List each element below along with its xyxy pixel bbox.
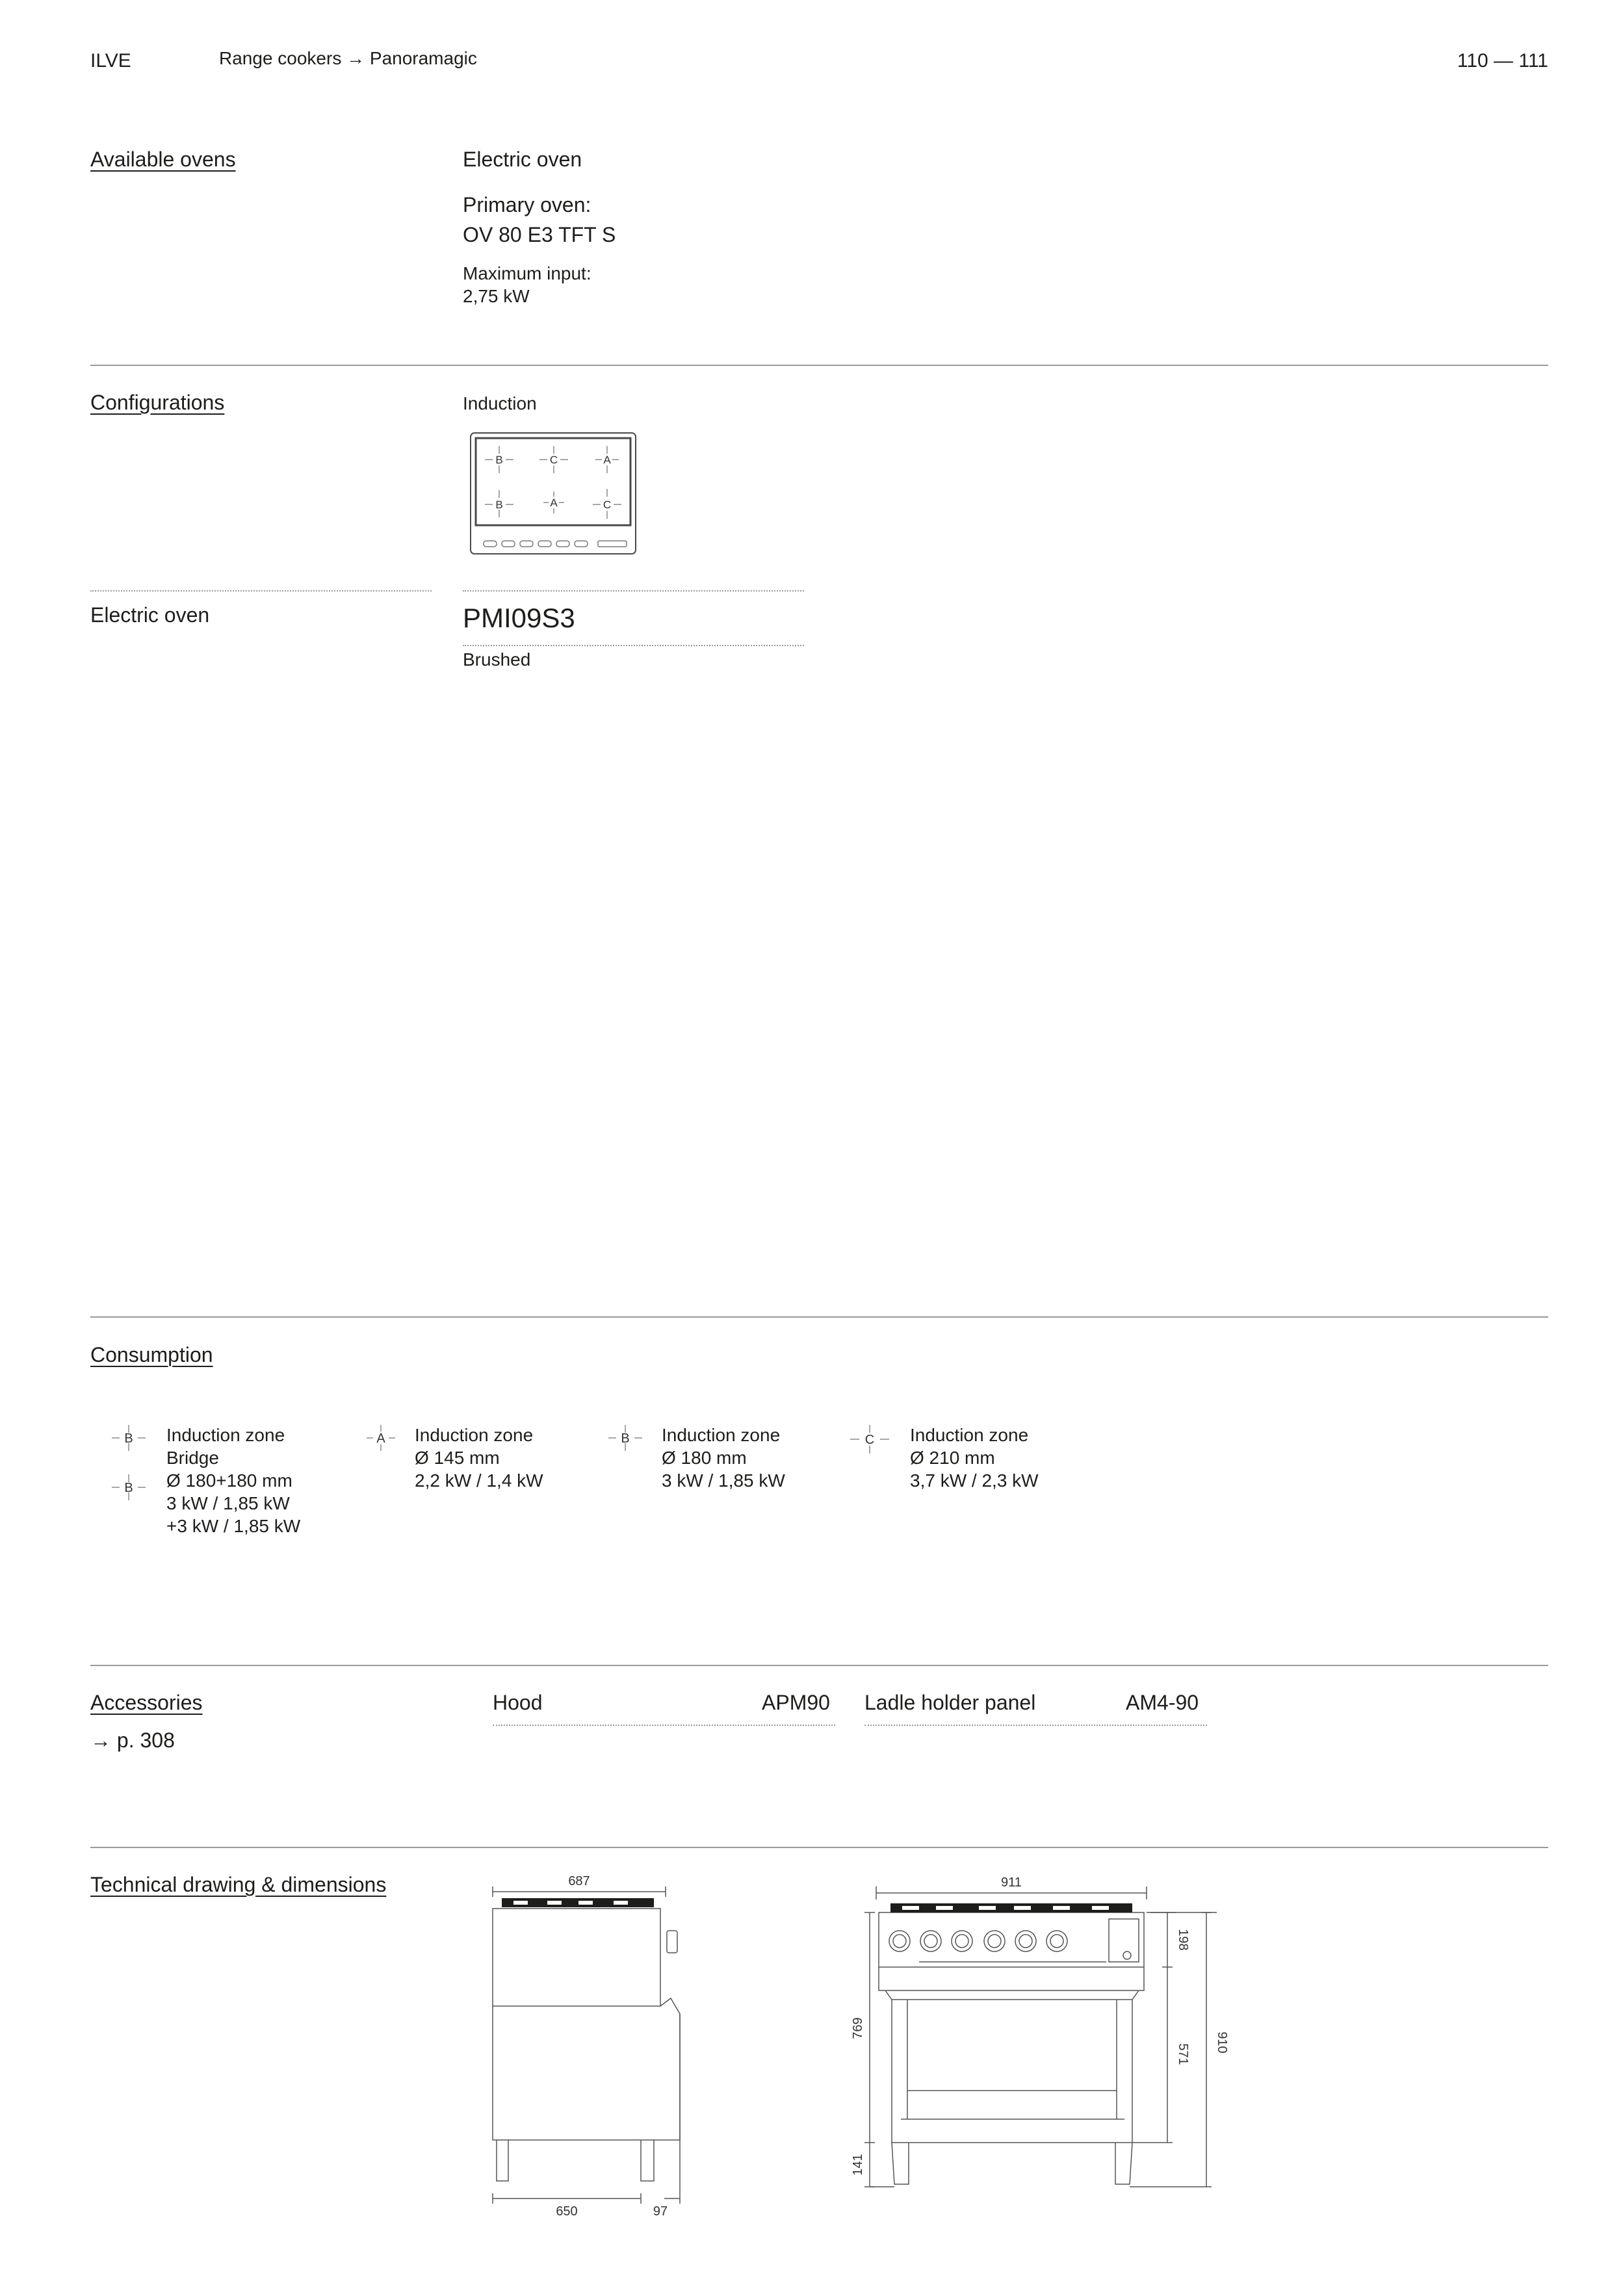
accessory-name[interactable]: Ladle holder panel [864, 1691, 1036, 1714]
zone-description: Induction zone Ø 180 mm 3 kW / 1,85 kW [662, 1425, 785, 1491]
dimension-label: 911 [1001, 1875, 1022, 1890]
zone-bridge-icon [109, 1424, 148, 1504]
primary-oven-label: Primary oven: [463, 193, 591, 216]
section-title-available-ovens[interactable]: Available ovens [90, 148, 236, 171]
divider [90, 1316, 1548, 1318]
section-title-technical-drawing[interactable]: Technical drawing & dimensions [90, 1873, 387, 1896]
accessory-code: AM4-90 [1126, 1691, 1199, 1714]
divider [463, 645, 804, 646]
divider [493, 1725, 835, 1726]
zone-description: Induction zone Ø 145 mm 2,2 kW / 1,4 kW [415, 1425, 543, 1491]
zone-description: Induction zone Bridge Ø 180+180 mm 3 kW / 1,85 kW +3 kW / 1,85 kW [166, 1425, 301, 1536]
dimension-label: 97 [653, 2204, 668, 2217]
model-code[interactable]: PMI09S3 [463, 603, 575, 633]
section-title-accessories[interactable]: Accessories [90, 1691, 203, 1714]
row-label-electric-oven: Electric oven [90, 603, 210, 627]
page-numbers: 110 — 111 [1457, 50, 1548, 72]
zone-icon-letter: B [124, 1481, 133, 1495]
finish-label: Brushed [463, 649, 531, 670]
brand-name: ILVE [90, 50, 131, 72]
dimension-label: 141 [851, 2154, 865, 2176]
dimension-label: 198 [1176, 1929, 1190, 1951]
zone-a-icon [361, 1424, 400, 1455]
divider [864, 1725, 1207, 1726]
front-view-drawing [838, 1872, 1235, 2197]
accessories-page-link[interactable]: → p. 308 [90, 1729, 175, 1752]
dimension-label: 650 [556, 2204, 578, 2217]
max-input-value: 2,75 kW [463, 286, 530, 306]
dimension-label: 910 [1215, 2031, 1229, 2054]
accessory-code: APM90 [762, 1691, 830, 1714]
section-title-configurations[interactable]: Configurations [90, 391, 225, 414]
dimension-label: 571 [1176, 2043, 1190, 2065]
hob-zone-label: C [603, 499, 612, 511]
divider [90, 365, 1548, 366]
dimension-label: 769 [851, 2017, 865, 2039]
section-title-consumption[interactable]: Consumption [90, 1343, 213, 1366]
induction-hob-diagram [469, 432, 637, 556]
breadcrumb[interactable]: Range cookers → Panoramagic [219, 48, 477, 68]
divider [90, 1847, 1548, 1848]
hob-zone-label: B [495, 499, 503, 511]
side-view-drawing [481, 1872, 695, 2217]
zone-icon-letter: B [621, 1431, 630, 1446]
zone-icon-letter: A [376, 1431, 385, 1446]
divider [463, 590, 804, 592]
hob-zone-label: B [495, 454, 503, 466]
zone-c-icon [849, 1424, 890, 1457]
accessory-name[interactable]: Hood [493, 1691, 543, 1714]
max-input-label: Maximum input: [463, 263, 591, 283]
divider [90, 590, 432, 592]
zone-icon-letter: B [124, 1431, 133, 1446]
oven-type: Electric oven [463, 148, 582, 171]
hob-zone-label: A [550, 497, 558, 509]
zone-b-icon [606, 1424, 645, 1455]
zone-icon-letter: C [864, 1433, 875, 1447]
zone-description: Induction zone Ø 210 mm 3,7 kW / 2,3 kW [910, 1425, 1039, 1491]
dimension-label: 687 [568, 1874, 590, 1888]
divider [90, 1665, 1548, 1666]
hob-zone-label: A [603, 454, 611, 466]
hob-zone-label: C [549, 454, 558, 466]
primary-oven-model: OV 80 E3 TFT S [463, 223, 616, 246]
configuration-name: Induction [463, 393, 537, 413]
